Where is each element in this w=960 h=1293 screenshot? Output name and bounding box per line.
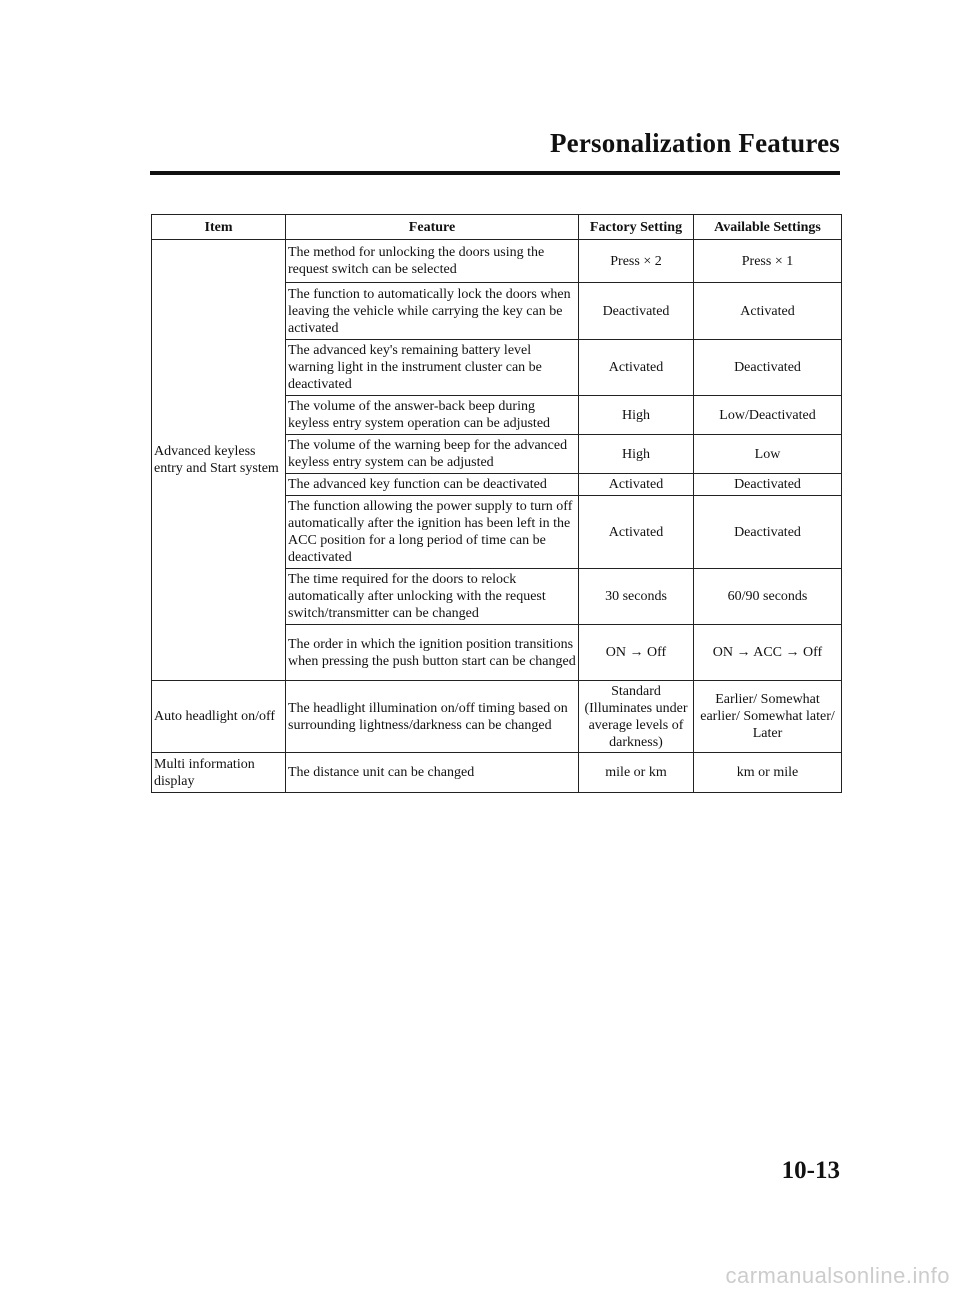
- available-settings-cell: Earlier/ Somewhat earlier/ Somewhat later/ Later: [694, 681, 842, 753]
- factory-setting-cell: Deactivated: [579, 283, 694, 340]
- available-settings-cell: Low: [694, 435, 842, 474]
- table-row: [152, 240, 842, 283]
- personalization-table: [151, 214, 842, 793]
- feature-cell: The method for unlocking the doors using the request switch can be selected: [286, 240, 579, 283]
- feature-cell: The order in which the ignition position transitions when pressing the push button start can be changed: [286, 625, 579, 681]
- factory-setting-cell: High: [579, 435, 694, 474]
- available-settings-cell: Deactivated: [694, 340, 842, 396]
- feature-cell: The volume of the answer-back beep during keyless entry system operation can be adjusted: [286, 396, 579, 435]
- factory-setting-cell: Activated: [579, 474, 694, 496]
- available-settings-cell: Activated: [694, 283, 842, 340]
- factory-setting-cell: Press × 2: [579, 240, 694, 283]
- available-settings-cell: 60/90 seconds: [694, 569, 842, 625]
- table-row: [152, 753, 842, 793]
- page-title: Personalization Features: [549, 128, 840, 158]
- item-cell: Auto headlight on/off: [152, 681, 286, 753]
- title-divider: [150, 171, 840, 175]
- column-header-item: Item: [152, 215, 286, 240]
- watermark-text: carmanualsonline.info: [725, 1263, 950, 1288]
- available-settings-cell: Press × 1: [694, 240, 842, 283]
- item-cell: Advanced keyless entry and Start system: [152, 240, 286, 681]
- factory-setting-cell: Activated: [579, 496, 694, 569]
- factory-setting-cell: Activated: [579, 340, 694, 396]
- column-header-factory-setting: Factory Setting: [579, 215, 694, 240]
- feature-cell: The time required for the doors to relock automatically after unlocking with the request switch/transmitter can be changed: [286, 569, 579, 625]
- available-settings-cell: Deactivated: [694, 474, 842, 496]
- item-cell: Multi information display: [152, 753, 286, 793]
- table-row: [152, 681, 842, 753]
- available-settings-cell: ON → ACC → Off: [694, 625, 842, 681]
- feature-cell: The distance unit can be changed: [286, 753, 579, 793]
- factory-setting-cell: 30 seconds: [579, 569, 694, 625]
- page-number: 10-13: [781, 1157, 840, 1184]
- feature-cell: The headlight illumination on/off timing based on surrounding lightness/darkness can be changed: [286, 681, 579, 753]
- table-header-row: [152, 215, 842, 240]
- factory-setting-cell: Standard (Illuminates under average levels of darkness): [579, 681, 694, 753]
- feature-cell: The advanced key function can be deactivated: [286, 474, 579, 496]
- available-settings-cell: Low/Deactivated: [694, 396, 842, 435]
- column-header-available-settings: Available Settings: [694, 215, 842, 240]
- factory-setting-cell: mile or km: [579, 753, 694, 793]
- feature-cell: The advanced key's remaining battery level warning light in the instrument cluster can be deactivated: [286, 340, 579, 396]
- feature-cell: The volume of the warning beep for the advanced keyless entry system can be adjusted: [286, 435, 579, 474]
- column-header-feature: Feature: [286, 215, 579, 240]
- factory-setting-cell: High: [579, 396, 694, 435]
- factory-setting-cell: ON → Off: [579, 625, 694, 681]
- available-settings-cell: km or mile: [694, 753, 842, 793]
- feature-cell: The function to automatically lock the doors when leaving the vehicle while carrying the key can be activated: [286, 283, 579, 340]
- available-settings-cell: Deactivated: [694, 496, 842, 569]
- feature-cell: The function allowing the power supply to turn off automatically after the ignition has been left in the ACC position for a long period of time can be deactivated: [286, 496, 579, 569]
